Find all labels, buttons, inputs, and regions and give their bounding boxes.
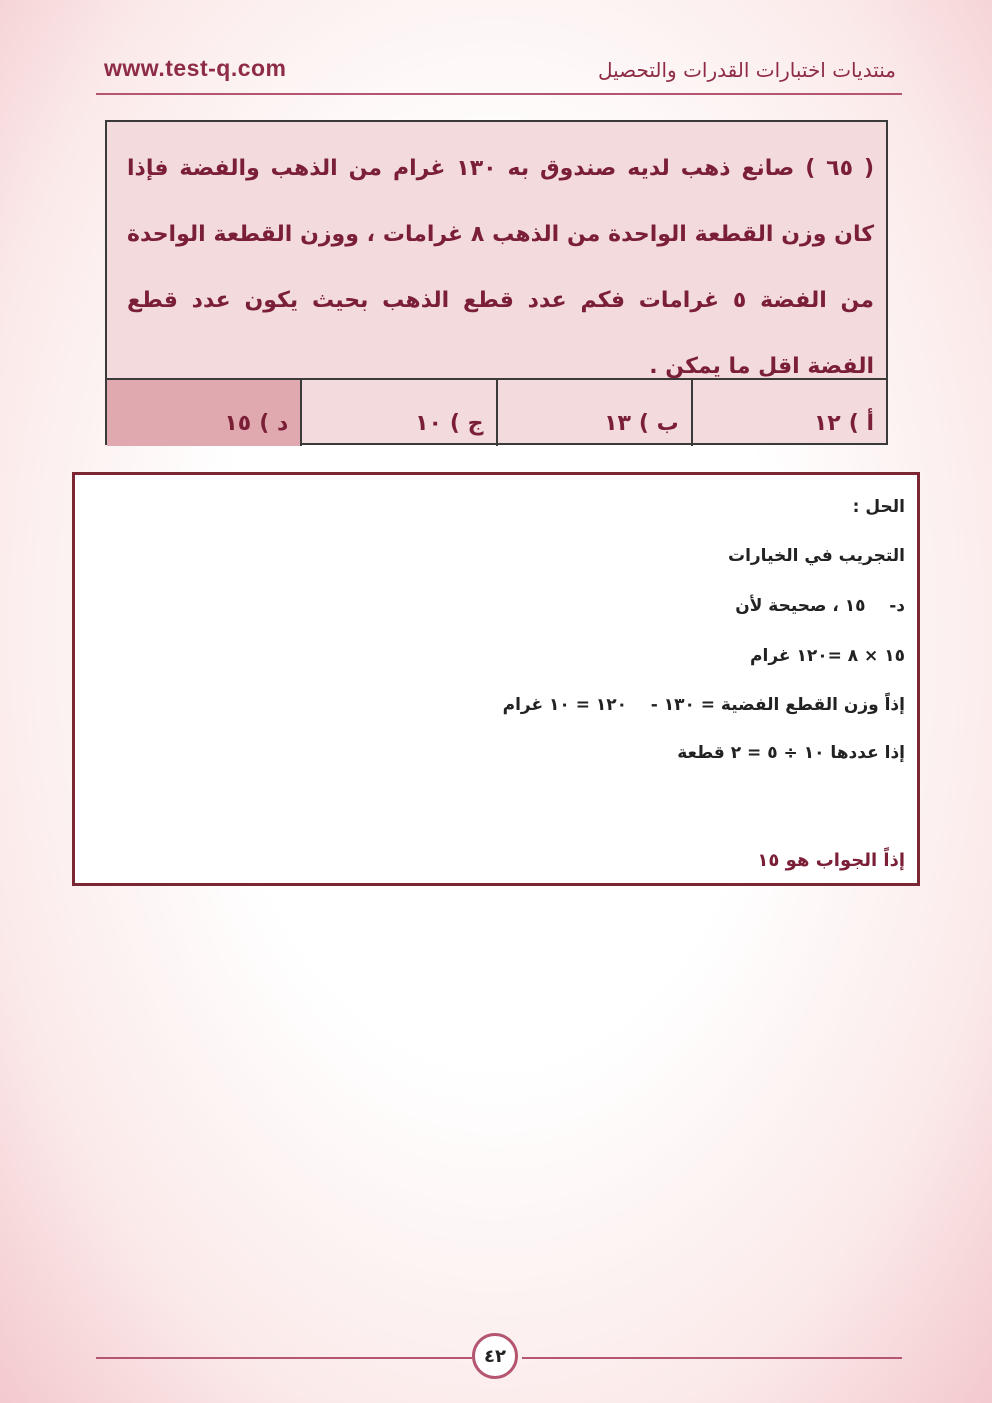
solution-line: ١٥ × ٨ =١٢٠ غرام (750, 646, 905, 666)
header-title: منتديات اختبارات القدرات والتحصيل (597, 58, 896, 82)
answer-value: ١٣ (604, 411, 631, 436)
site-url[interactable]: www.test-q.com (104, 55, 287, 81)
answer-letter: ب ) (638, 411, 679, 436)
question-box (105, 120, 888, 445)
answer-option-d-highlighted (107, 380, 300, 446)
answer-row (107, 378, 886, 446)
solution-final-answer: إذاً الجواب هو ١٥ (757, 850, 905, 871)
answer-option-a (691, 380, 886, 446)
answer-option-c (300, 380, 495, 446)
answer-value: ١٠ (415, 411, 442, 436)
question-text: ( ٦٥ ) صانع ذهب لديه صندوق به ١٣٠ غرام من الذهب والفضة فإذا كان وزن القطعة الواحدة من الذهب ٨ غرامات ، ووزن القطعة الواحدة من الفضة ٥ غرامات فكم عدد قطع الذهب بحيث يكون عدد قطع الفضة اقل ما يمكن . (127, 156, 875, 379)
solution-line: إذاً وزن القطع الفضية = ١٣٠ - ١٢٠ = ١٠ غرام (502, 695, 905, 715)
header-divider (96, 93, 902, 95)
footer-divider-right (522, 1357, 902, 1359)
answer-option-b (496, 380, 691, 446)
answer-letter: أ ) (848, 411, 874, 436)
answer-letter: ج ) (449, 411, 484, 436)
footer-divider-left (96, 1357, 472, 1359)
solution-box (72, 472, 920, 886)
solution-line: التجريب في الخيارات (727, 546, 905, 566)
answer-letter: د ) (259, 411, 289, 436)
answer-value: ١٥ (224, 411, 252, 436)
answer-value: ١٢ (813, 411, 841, 436)
solution-line: إذا عددها ١٠ ÷ ٥ = ٢ قطعة (677, 743, 905, 763)
solution-heading: الحل : (852, 497, 905, 517)
page-number: ٤٢ (472, 1333, 518, 1379)
solution-line: د- ١٥ ، صحيحة لأن (735, 596, 905, 616)
